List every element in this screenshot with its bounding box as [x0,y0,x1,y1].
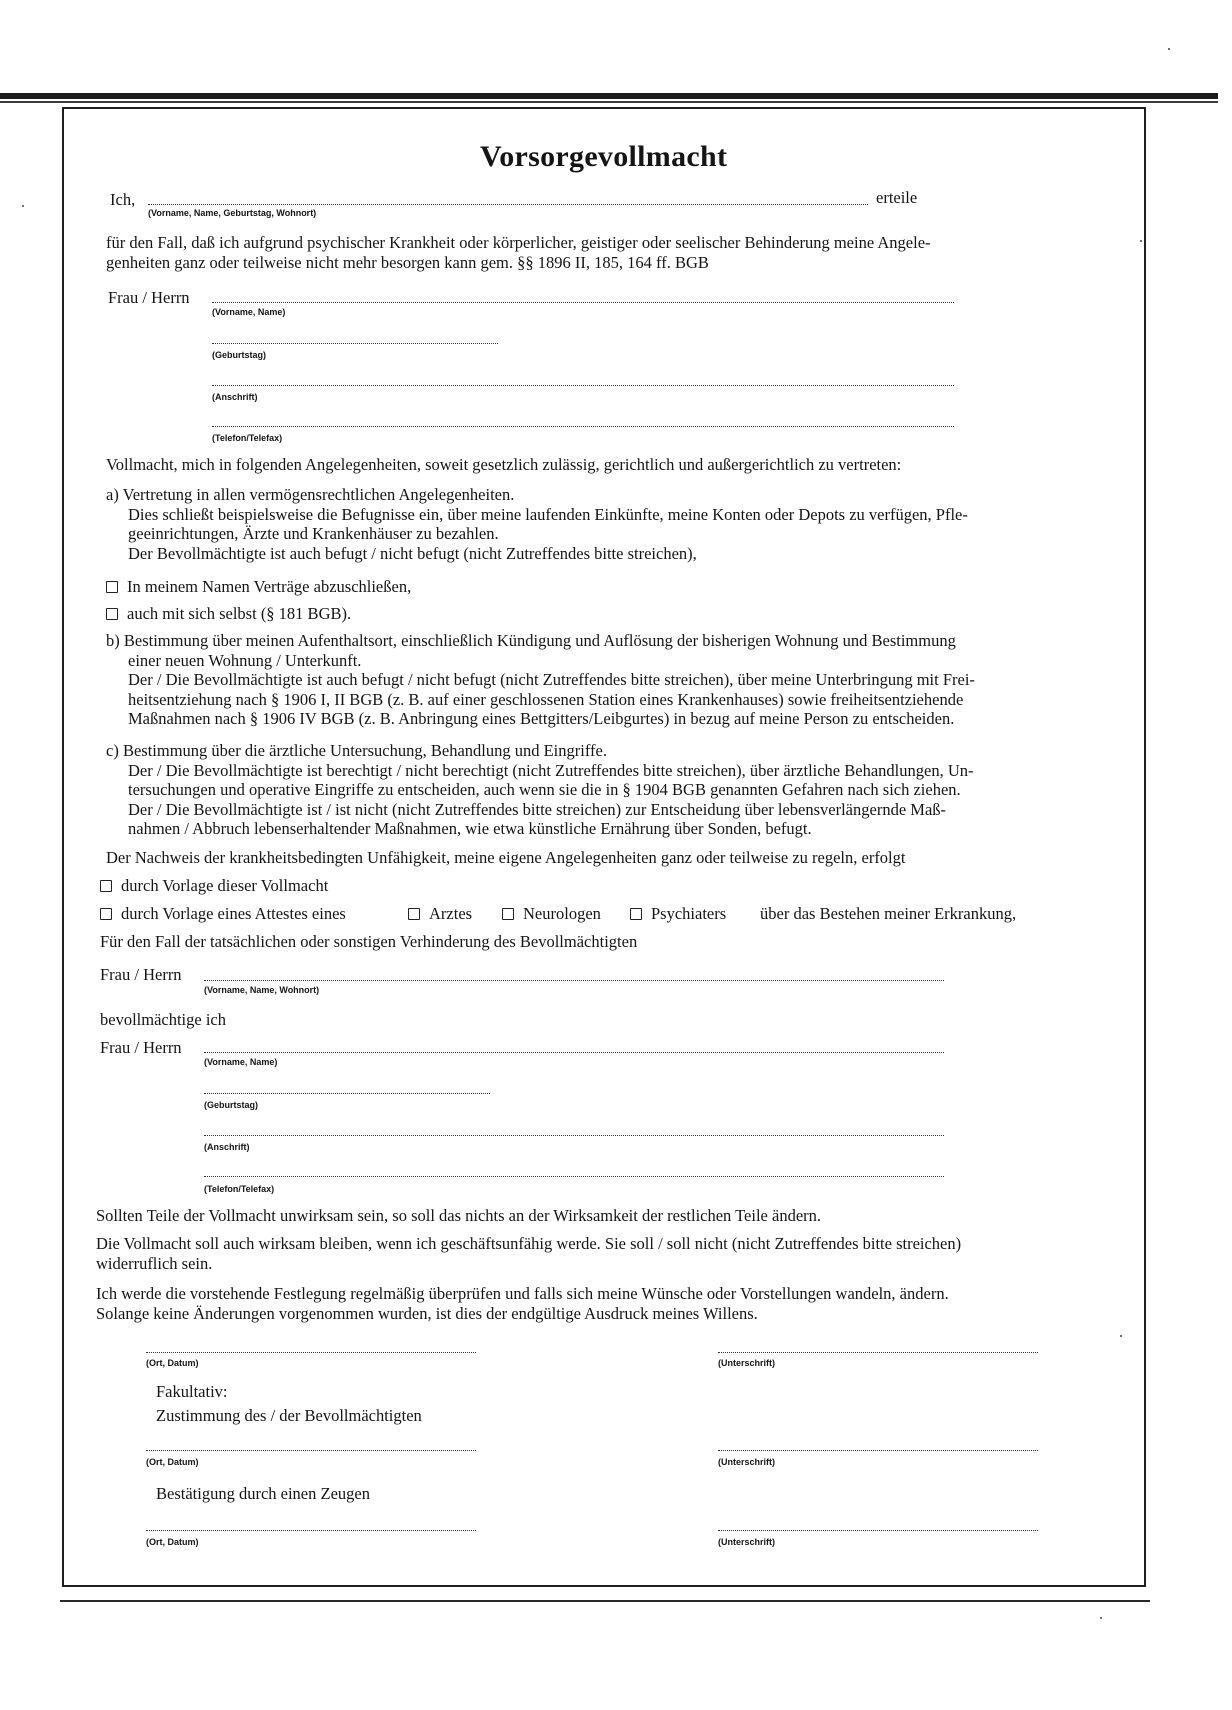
sign1-place-field[interactable] [146,1352,476,1353]
sign2-place-hint: (Ort, Datum) [146,1457,199,1467]
clause-unwirksam: Sollten Teile der Vollmacht unwirksam sein, so soll das nichts an der Wirksamkeit der restlichen Teile ändern. [96,1206,822,1225]
person1-address-hint: (Anschrift) [212,392,258,402]
check-psychiater[interactable]: Psychiaters [630,904,726,924]
ich-field[interactable] [148,204,868,205]
clause-ueberpruefen: Ich werde die vorstehende Festlegung regelmäßig überprüfen und falls sich meine Wünsche oder Vorstellungen wandeln, ändern. Solange keine Änderungen vorgenommen wurden, ist dies der endgültige Ausdruck meines Willens. [96,1284,949,1323]
sign3-place-hint: (Ort, Datum) [146,1537,199,1547]
person3-birth-hint: (Geburtstag) [204,1100,258,1110]
bottom-rule [60,1600,1150,1602]
vollmacht-intro: Vollmacht, mich in folgenden Angelegenheiten, soweit gesetzlich zulässig, gerichtlich und außergerichtlich zu vertreten: [106,455,902,474]
verhinderung-text: Für den Fall der tatsächlichen oder sonstigen Verhinderung des Bevollmächtigten [100,932,638,951]
check-arzt[interactable]: Arztes [408,904,472,924]
bevollmaechtige-text: bevollmächtige ich [100,1010,226,1029]
section-c: c) Bestimmung über die ärztliche Untersuchung, Behandlung und Eingriffe. Der / Die Bevollmächtigte ist berechtigt / nicht berechtigt (nicht Zutreffendes bitte streichen), über ärztliche Behandlungen, Un- tersuchungen und operative Eingriffe zu entscheiden, auch wenn sie die in § 1904 BGB genannten Gefahren nach sich ziehen. Der / Die Bevollmächtigte ist / ist nicht (nicht Zutreffendes bitte streichen) zur Entscheidung über lebensverlängernde Maß- nahmen / Abbruch lebenserhaltender Maßnahmen, wie etwa künstliche Ernährung über Sonden, befugt. [106,741,974,838]
person3-phone-hint: (Telefon/Telefax) [204,1184,275,1194]
nachweis-text: Der Nachweis der krankheitsbedingten Unfähigkeit, meine eigene Angelegenheiten ganz oder teilweise zu regeln, erfolgt [106,848,906,867]
section-b: b) Bestimmung über meinen Aufenthaltsort, einschließlich Kündigung und Auflösung der bisherigen Wohnung und Bestimmung einer neuen Wohnung / Unterkunft. Der / Die Bevollmächtigte ist auch befugt / nicht befugt (nicht Zutreffendes bitte streichen), über meine Unterbringung mit Frei- heitsentziehung nach § 1906 I, II BGB (z. B. auf einer geschlossenen Station eines Krankenhauses) sowie freiheitsentziehende Maßnahmen nach § 1906 IV BGB (z. B. Anbringung eines Bettgitters/Leibgurtes) in bezug auf meine Person zu entscheiden. [106,631,975,728]
person1-birth-field[interactable] [212,343,498,344]
clause-wirksam: Die Vollmacht soll auch wirksam bleiben, wenn ich geschäftsunfähig werde. Sie soll / soll nicht (nicht Zutreffendes bitte streichen) widerruflich sein. [96,1234,962,1273]
sign1-place-hint: (Ort, Datum) [146,1358,199,1368]
zustimmung-label: Zustimmung des / der Bevollmächtigten [156,1406,422,1425]
scan-speck [1120,1335,1122,1337]
person1-name-field[interactable] [212,302,954,303]
check-attest[interactable]: durch Vorlage eines Attestes eines [100,904,346,924]
person2-name-field[interactable] [204,980,944,981]
person1-phone-field[interactable] [212,426,954,427]
checkbox-icon[interactable] [100,908,112,920]
section-a: a) Vertretung in allen vermögensrechtlichen Angelegenheiten. Dies schließt beispielsweise die Befugnisse ein, über meine laufenden Einkünfte, meine Konten oder Depots zu verfügen, Pfle- geeinrichtungen, Ärzte und Krankenhäuser zu bezahlen. Der Bevollmächtigte ist auch befugt / nicht befugt (nicht Zutreffendes bitte streichen), [106,485,968,563]
fall-paragraph: für den Fall, daß ich aufgrund psychischer Krankheit oder körperlicher, geistiger oder seelischer Behinderung meine Angele- genheiten ganz oder teilweise nicht mehr besorgen kann gem. §§ 1896 II, 185, 164 ff. BGB [106,233,931,272]
person3-name-hint: (Vorname, Name) [204,1057,278,1067]
person1-birth-hint: (Geburtstag) [212,350,266,360]
check-vertraege[interactable]: In meinem Namen Verträge abzuschließen, [106,577,411,597]
checkbox-icon[interactable] [630,908,642,920]
checkbox-icon[interactable] [106,581,118,593]
sign3-place-field[interactable] [146,1530,476,1531]
person2-hint: (Vorname, Name, Wohnort) [204,985,320,995]
checkbox-icon[interactable] [106,608,118,620]
ich-label: Ich, [110,190,136,209]
person3-birth-field[interactable] [204,1093,490,1094]
top-rule-thin [0,101,1218,103]
person3-address-field[interactable] [204,1135,944,1136]
person3-name-field[interactable] [204,1052,944,1053]
sign1-signature-field[interactable] [718,1352,1038,1353]
check-vorlage-vollmacht[interactable]: durch Vorlage dieser Vollmacht [100,876,328,896]
person3-label: Frau / Herrn [100,1038,182,1057]
scan-speck [22,205,24,207]
scan-speck [1168,48,1170,50]
page-title: Vorsorgevollmacht [480,140,728,173]
sign1-signature-hint: (Unterschrift) [718,1358,776,1368]
person3-phone-field[interactable] [204,1176,944,1177]
person1-label: Frau / Herrn [108,288,190,307]
person1-address-field[interactable] [212,385,954,386]
checkbox-icon[interactable] [408,908,420,920]
sign2-place-field[interactable] [146,1450,476,1451]
sign2-signature-hint: (Unterschrift) [718,1457,776,1467]
erteile-label: erteile [876,188,918,207]
bestaetigung-label: Bestätigung durch einen Zeugen [156,1484,370,1503]
form-frame [62,107,1146,1587]
sign3-signature-hint: (Unterschrift) [718,1537,776,1547]
person1-name-hint: (Vorname, Name) [212,307,286,317]
sign2-signature-field[interactable] [718,1450,1038,1451]
person1-phone-hint: (Telefon/Telefax) [212,433,283,443]
fakultativ-label: Fakultativ: [156,1382,228,1401]
check-neurologe[interactable]: Neurologen [502,904,601,924]
scan-speck [1100,1617,1102,1619]
check-selbst[interactable]: auch mit sich selbst (§ 181 BGB). [106,604,351,624]
ich-hint: (Vorname, Name, Geburtstag, Wohnort) [148,208,317,218]
checkbox-icon[interactable] [100,880,112,892]
checkbox-icon[interactable] [502,908,514,920]
erkrankung-tail: über das Bestehen meiner Erkrankung, [760,904,1017,923]
scan-speck [1140,240,1142,242]
person3-address-hint: (Anschrift) [204,1142,250,1152]
top-rule [0,93,1218,99]
sign3-signature-field[interactable] [718,1530,1038,1531]
person2-label: Frau / Herrn [100,965,182,984]
